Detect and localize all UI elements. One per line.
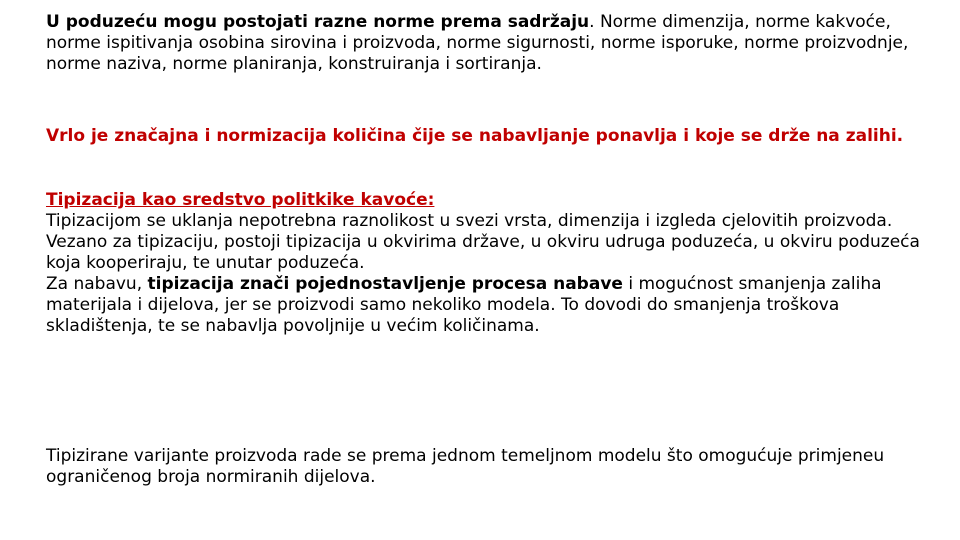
tipizacija-line-3 xyxy=(46,274,936,337)
norme-lead-bold: U poduzeću mogu postojati razne norme prema sadržaju xyxy=(46,12,590,32)
tipizacija-line-2: Vezano za tipizaciju, postoji tipizacija u okvirima države, u okviru udruga poduzeća, u okviru poduzeća koja kooperiraju, te unutar poduzeća. xyxy=(46,232,920,273)
tipizacija-line-3-bold: tipizacija znači pojednostavljenje procesa nabave xyxy=(147,274,623,294)
tipizacija-line-3-lead: Za nabavu, xyxy=(46,274,148,294)
norme-list-text: . Norme dimenzija, norme kakvoće, norme ispitivanja osobina sirovina i proizvoda, norme sigurnosti, norme isporuke, norme proizvodnje, norme naziva, norme planiranja, konstruiranja i sortiranja. xyxy=(46,12,909,74)
paragraph-tipizirane-varijante: Tipizirane varijante proizvoda rade se prema jednom temeljnom modelu što omogućuje primjeneu ograničenog broja normiranih dijelova. xyxy=(46,446,885,487)
tipizacija-line-1: Tipizacijom se uklanja nepotrebna raznolikost u svezi vrsta, dimenzija i izgleda cjelovitih proizvoda. xyxy=(46,211,893,231)
tipizacija-line-3-rest: i mogućnost smanjenja zaliha materijala i dijelova, jer se proizvodi samo nekoliko modela. To dovodi do smanjenja troškova skladištenja, te se nabavlja povoljnije u većim količinama. xyxy=(46,274,882,336)
section-heading-tipizacija: Tipizacija kao sredstvo politkike kavoće: xyxy=(46,190,435,210)
paragraph-normizacija-kolicina: Vrlo je značajna i normizacija količina čije se nabavljanje ponavlja i koje se drže na zalihi. xyxy=(46,126,904,146)
paragraph-norme-sadrzaj xyxy=(46,12,936,75)
section-tipizacija xyxy=(46,190,936,337)
